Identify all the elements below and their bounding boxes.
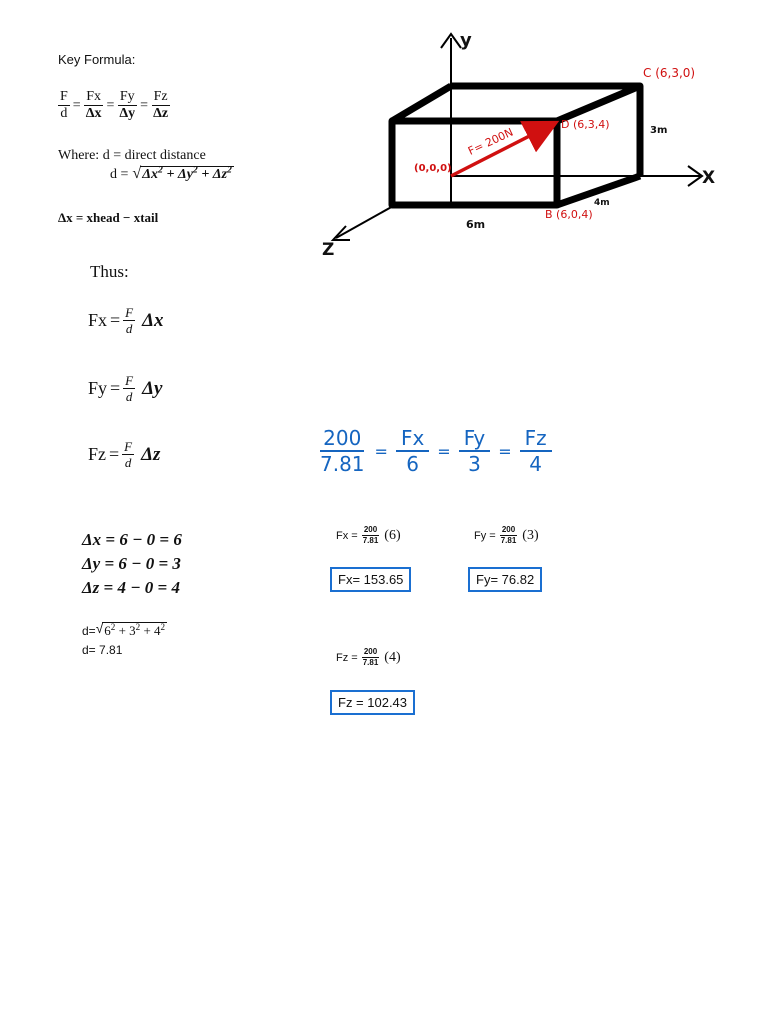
ratio-term-fy: $\frac{Fy}{\Delta y}$ [119, 89, 136, 121]
box-edge-top-right [557, 86, 640, 121]
sqrt-symbol: √ $\Delta x^2 + \Delta y^2 + \Delta z^2$ [132, 164, 232, 182]
z-axis-arrow-icon [333, 226, 350, 240]
fx-answer-box: Fx= 153.65 [330, 567, 411, 592]
delta-definition: Δx = xhead − xtail [58, 210, 159, 225]
ratio-term-fx: $\frac{Fx}{\Delta x}$ [85, 89, 102, 121]
distance-result: d= 7.81 [82, 643, 123, 657]
handwritten-ratio: $\frac{200}{7.81}$ = $\frac{Fx}{6}$ = $\frac{Fy}{3}$ = $\frac{Fz}{4}$ [318, 428, 552, 474]
z-axis-label: Z [322, 240, 335, 260]
delta-x-value: Δx = 6 − 0 = 6 [82, 530, 182, 549]
box-edge-top-left [392, 86, 451, 121]
fy-answer-box: Fy= 76.82 [468, 567, 542, 592]
distance-radicand: $\Delta x^2 + \Delta y^2 + \Delta z^2$ [142, 164, 232, 182]
x-axis-label: X [702, 168, 716, 188]
delta-y-value: Δy = 6 − 0 = 3 [82, 554, 181, 573]
distance-calc: d= √ $6^2 + 3^2 + 4^2$ [82, 621, 166, 638]
origin-label: (0,0,0) [414, 163, 452, 174]
where-line: Where: d = direct distance [58, 148, 206, 163]
delta-z-value: Δz = 4 − 0 = 4 [82, 578, 180, 597]
fz-answer-box: Fz = 102.43 [330, 690, 415, 715]
thus-label: Thus: [90, 262, 129, 281]
thus-formula-fz: Fz = $\frac{F}{d}$ Δz [88, 439, 161, 470]
height-dim-label: 3m [650, 125, 668, 136]
delta-values [82, 528, 182, 600]
box-edges [392, 86, 640, 205]
ratio-term-f: $\frac{F}{d}$ [60, 89, 68, 121]
ratio-term-fz: $\frac{Fz}{\Delta z}$ [153, 89, 169, 121]
depth-dim-label: 4m [594, 198, 610, 208]
z-axis [336, 205, 395, 238]
width-dim-label: 6m [466, 218, 486, 231]
key-formula-heading: Key Formula: [58, 52, 136, 67]
point-b-label: B (6,0,4) [545, 208, 593, 221]
key-formula-ratio: $\frac{F}{d}$ = $\frac{Fx}{\Delta x}$ = $\frac{Fy}{\Delta y}$ = $\frac{Fz}{\Delta z}$ [60, 89, 169, 121]
thus-formula-fx: Fx = $\frac{F}{d}$ Δx [88, 305, 164, 336]
fz-computation: Fz = $\frac{200}{7.81}$ (4) [336, 647, 401, 667]
point-c-label: C (6,3,0) [643, 66, 696, 80]
distance-formula: d = √ $\Delta x^2 + \Delta y^2 + \Delta z^2$ [110, 164, 232, 182]
y-axis-label: y [460, 30, 472, 51]
force-label: F= 200N [466, 125, 516, 158]
fy-computation: Fy = $\frac{200}{7.81}$ (3) [474, 525, 539, 545]
point-d-label: D (6,3,4) [561, 118, 610, 131]
thus-formula-fy: Fy = $\frac{F}{d}$ Δy [88, 373, 163, 404]
fx-computation: Fx = $\frac{200}{7.81}$ (6) [336, 525, 401, 545]
